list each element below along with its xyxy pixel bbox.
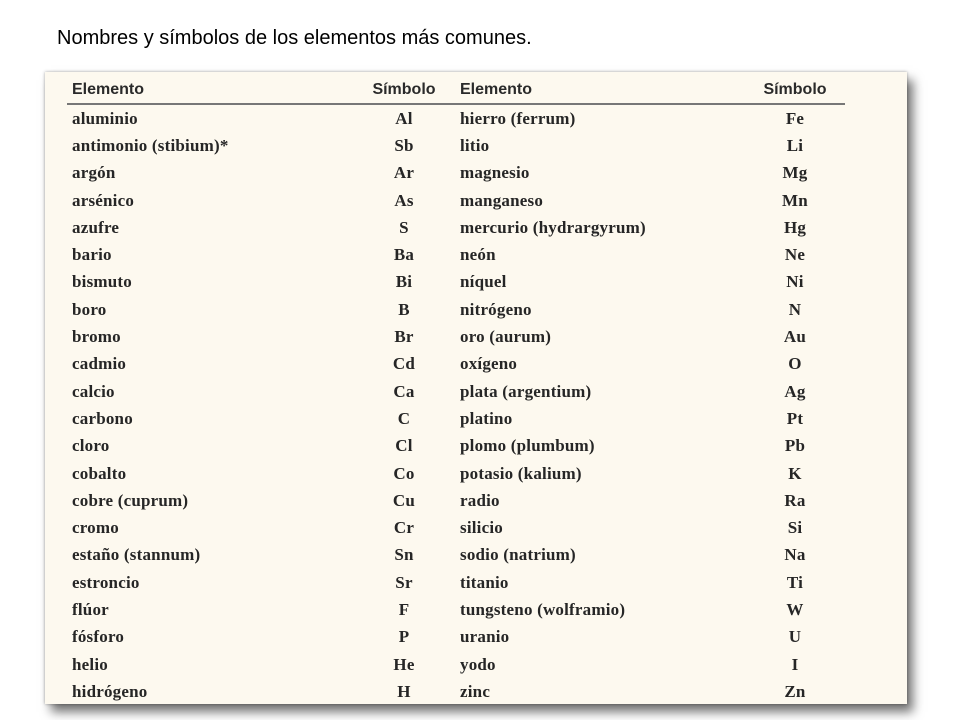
element-name: cobre (cuprum)	[72, 490, 189, 510]
element-symbol: Hg	[783, 217, 807, 237]
element-symbol: Sb	[394, 135, 414, 155]
element-symbol: Ni	[786, 272, 804, 292]
element-name: antimonio (stibium)*	[72, 135, 229, 155]
table-row	[67, 323, 845, 350]
element-symbol: Sr	[395, 572, 413, 592]
element-symbol: Al	[395, 108, 413, 128]
element-name: plata (argentium)	[460, 381, 592, 401]
element-symbol: Pb	[784, 436, 806, 456]
element-name: mercurio (hydrargyrum)	[460, 217, 646, 237]
element-symbol: Ca	[393, 381, 415, 401]
element-symbol: Na	[784, 545, 806, 565]
table-row	[67, 405, 845, 432]
table-row	[67, 487, 845, 514]
element-symbol: S	[399, 217, 409, 237]
table-row	[67, 241, 845, 268]
element-name: estaño (stannum)	[72, 545, 201, 565]
table-row	[67, 104, 845, 132]
element-table-image	[45, 72, 907, 704]
element-name: arsénico	[72, 190, 135, 210]
element-name: platino	[460, 408, 513, 428]
element-name: neón	[460, 245, 496, 265]
element-symbol: Cr	[393, 518, 415, 538]
element-symbol: Ra	[784, 490, 806, 510]
element-name: silicio	[460, 518, 503, 538]
element-symbol: Si	[787, 518, 803, 538]
element-name: yodo	[460, 654, 496, 674]
element-symbol: Cu	[392, 490, 416, 510]
element-name: helio	[72, 654, 108, 674]
element-symbol: C	[397, 408, 411, 428]
table-row	[67, 651, 845, 678]
element-name: magnesio	[460, 163, 530, 183]
element-name: cadmio	[72, 354, 127, 374]
element-name: cobalto	[72, 463, 127, 483]
element-name: calcio	[72, 381, 115, 401]
element-name: fósforo	[72, 627, 125, 647]
element-name: hierro (ferrum)	[460, 108, 576, 128]
element-name: radio	[460, 490, 500, 510]
element-name: oxígeno	[460, 354, 518, 374]
element-name: hidrógeno	[72, 681, 148, 701]
element-name: titanio	[460, 572, 509, 592]
element-symbol: Sn	[394, 545, 414, 565]
element-symbol: I	[791, 654, 799, 674]
table-row	[67, 433, 845, 460]
element-symbol: Mg	[782, 163, 808, 183]
element-name: manganeso	[460, 190, 544, 210]
element-symbol: O	[788, 354, 802, 374]
element-symbol: As	[394, 190, 414, 210]
element-name: sodio (natrium)	[460, 545, 576, 565]
element-symbol: Cd	[392, 354, 416, 374]
table-body	[67, 104, 845, 704]
table-row	[67, 214, 845, 241]
element-symbol: W	[786, 599, 804, 619]
table-row	[67, 378, 845, 405]
header-symbol-2: Símbolo	[745, 77, 845, 104]
table-row	[67, 596, 845, 623]
table-row	[67, 678, 845, 704]
table-row	[67, 514, 845, 541]
element-symbol: H	[397, 681, 411, 701]
element-symbol: Co	[393, 463, 415, 483]
element-name: cloro	[72, 436, 110, 456]
element-symbol: N	[788, 299, 802, 319]
element-symbol: Ti	[786, 572, 804, 592]
table-row	[67, 624, 845, 651]
table-row	[67, 132, 845, 159]
element-name: carbono	[72, 408, 133, 428]
element-name: zinc	[460, 681, 491, 701]
element-name: azufre	[72, 217, 120, 237]
header-symbol-1: Símbolo	[353, 77, 455, 104]
table-row	[67, 351, 845, 378]
element-name: bismuto	[72, 272, 132, 292]
table-row	[67, 542, 845, 569]
element-name: potasio (kalium)	[460, 463, 582, 483]
element-symbol: B	[398, 299, 410, 319]
table-row	[67, 187, 845, 214]
table-row	[67, 569, 845, 596]
element-symbol: Ne	[784, 245, 806, 265]
element-symbol: Li	[786, 135, 804, 155]
element-symbol: Ar	[393, 163, 415, 183]
element-name: plomo (plumbum)	[460, 436, 595, 456]
element-symbol: Au	[783, 327, 807, 347]
element-name: estroncio	[72, 572, 140, 592]
element-symbol: He	[393, 654, 415, 674]
element-symbol: Cl	[395, 436, 413, 456]
element-name: tungsteno (wolframio)	[460, 599, 626, 619]
element-symbol: Ba	[393, 245, 415, 265]
element-name: bario	[72, 245, 112, 265]
element-name: cromo	[72, 518, 119, 538]
element-symbol: F	[398, 599, 410, 619]
table-row	[67, 460, 845, 487]
element-name: bromo	[72, 327, 121, 347]
element-name: nitrógeno	[460, 299, 532, 319]
table-header-row	[67, 77, 845, 104]
table-row	[67, 296, 845, 323]
element-symbol: U	[788, 627, 802, 647]
element-symbol: P	[398, 627, 410, 647]
table-row	[67, 160, 845, 187]
element-name: níquel	[460, 272, 507, 292]
element-name: boro	[72, 299, 107, 319]
slide-title: Nombres y símbolos de los elementos más comunes.	[57, 27, 532, 49]
table-row	[67, 269, 845, 296]
element-name: oro (aurum)	[460, 327, 552, 347]
element-name: flúor	[72, 599, 109, 619]
element-symbol: Zn	[784, 681, 806, 701]
elements-table	[67, 77, 845, 704]
element-symbol: Mn	[782, 190, 808, 210]
element-symbol: Br	[394, 327, 414, 347]
element-name: uranio	[460, 627, 510, 647]
element-symbol: Bi	[395, 272, 413, 292]
element-name: aluminio	[72, 108, 138, 128]
header-element-2: Elemento	[455, 77, 745, 104]
element-symbol: Fe	[785, 108, 805, 128]
element-symbol: K	[788, 463, 802, 483]
header-element-1: Elemento	[67, 77, 353, 104]
element-symbol: Pt	[786, 408, 804, 428]
element-name: litio	[460, 135, 490, 155]
element-symbol: Ag	[784, 381, 806, 401]
element-name: argón	[72, 163, 116, 183]
